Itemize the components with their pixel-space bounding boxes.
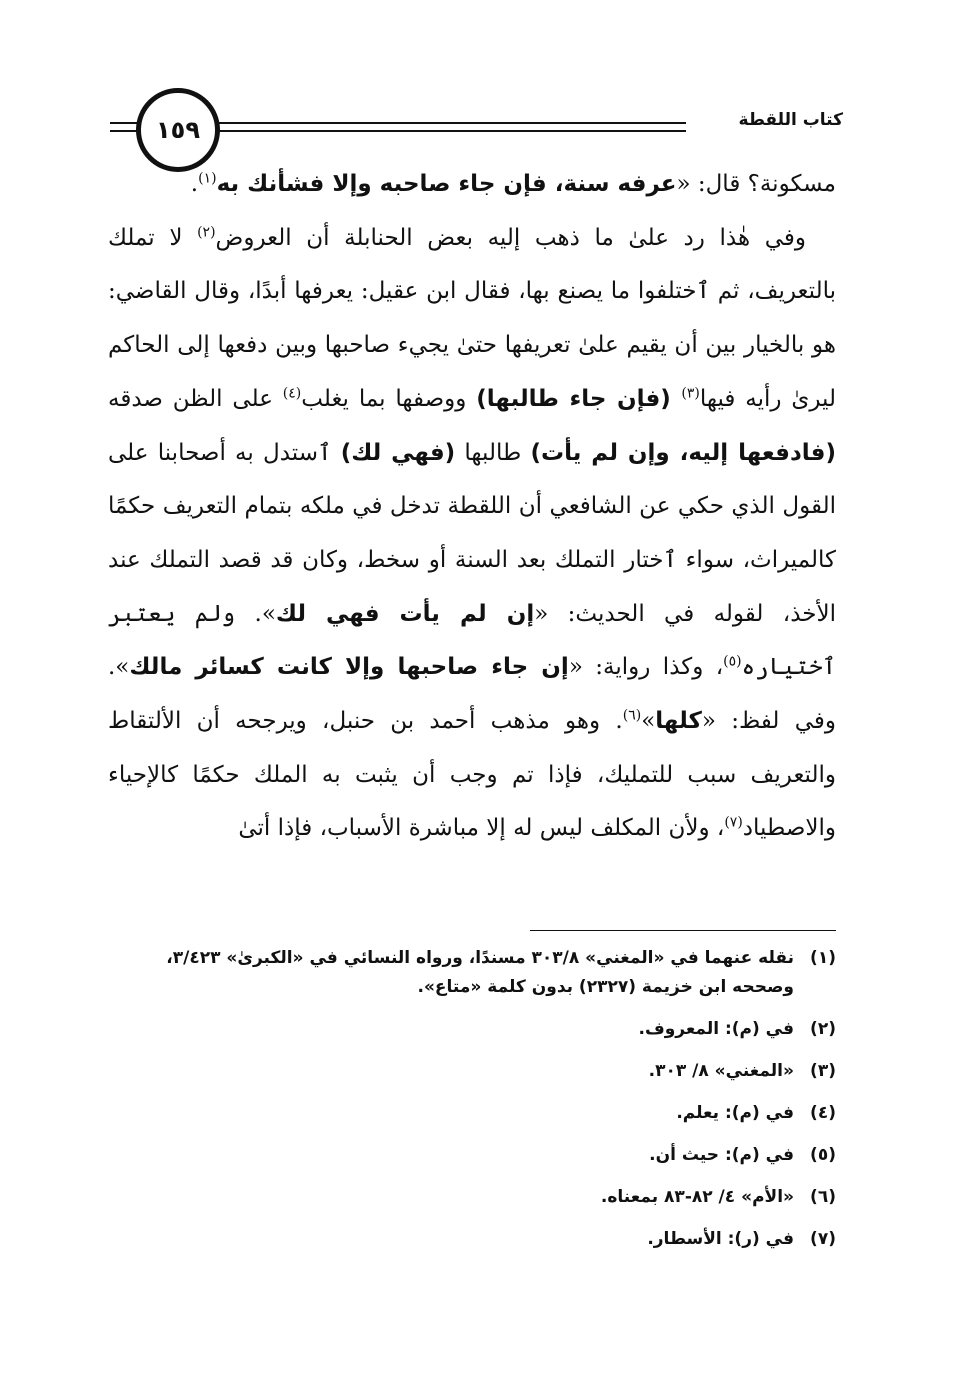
footnote-number: (٢) [810,1019,836,1039]
footnote-text: «الأم» ٤/ ٨٢-٨٣ بمعناه. [600,1187,794,1207]
p1-end: . [190,171,199,197]
running-title: كتاب اللقطة [735,110,847,130]
footnote-number: (٤) [810,1103,836,1123]
main-text [108,158,836,856]
p2-text: ٱستدل به أصحابنا على القول الذي حكي عن الشافعي أن اللقطة تدخل في ملكه بتمام التعريف حكمًا كالميراث، سواء ٱختار التملك بعد السنة أو سخط، وكان قد قصد التملك عند الأخذ، لقوله في الحديث: « [108,439,837,627]
p2-bold: (فهي لك) [340,439,456,466]
footnote [108,1141,836,1170]
footnote [108,944,836,1002]
p2-bold: (فإن جاء طالبها) [476,385,682,412]
footnote-text: في (م): حيث أن. [649,1145,794,1165]
p2-text: وفي هٰذا رد علىٰ ما ذهب إليه بعض الحنابلة أن العروض [215,224,806,251]
p2-text: ووصفها بما يغلب [301,385,477,412]
footnote-number: (٧) [810,1229,836,1249]
footnote-ref-1: (١) [198,170,217,187]
footnote [108,1099,836,1128]
footnote-ref-4: (٤) [282,385,302,402]
footnote-text: في (م): المعروف. [638,1019,794,1039]
p2-bold: كلها [655,708,702,735]
footnote-ref-5: (٥) [723,653,742,670]
footnotes [108,944,836,1267]
p2-bold: (فادفعها إليه، وإن لم يأت) [530,439,836,466]
footnote-ref-7: (٧) [724,814,743,831]
footnote [108,1183,836,1212]
p2-text: ، ولأن المكلف ليس له إلا مباشرة الأسباب، فإذا أتىٰ [238,815,725,842]
p1-text: مسكونة؟ قال: « [676,171,836,197]
footnote-ref-2: (٢) [197,224,216,241]
footnote-text: «المغني» ٨/ ٣٠٣. [648,1061,794,1081]
footnote-text: في (ر): الأسطار. [647,1229,794,1249]
footnote-ref-6: (٦) [622,707,642,724]
paragraph-2 [108,212,836,856]
p2-text: . وهو مذهب أحمد بن حنبل، ويرجحه أن الألتقاط والتعريف سبب للتمليك، فإذا تم وجب أن يثبت به الملك حكمًا كالإحياء والاصطياد [108,708,836,842]
footnote-text: نقله عنهما في «المغني» ٣٠٣/٨ مسندًا، ورواه النسائي في «الكبرىٰ» ٣/٤٢٣، وصححه ابن خزيمة (٢٣٢٧) بدون كلمة «متاع». [166,948,794,997]
footnote-separator [530,930,836,931]
p2-text: ، وكذا رواية: « [568,654,724,681]
p2-text: ». ولم يعتبر ٱختياره [108,600,836,681]
footnote-number: (٦) [810,1187,836,1207]
footnote-number: (٣) [810,1061,836,1081]
paragraph-1 [108,158,836,212]
header-rule-right-top [216,122,686,124]
p2-text: » [641,708,656,735]
header-rule-right-bottom [216,130,686,132]
footnote-number: (١) [810,948,836,968]
p2-text: على الظن صدقه [108,385,283,412]
footnote [108,1015,836,1044]
page-number: ١٥٩ [136,88,220,172]
footnote-ref-3: (٣) [681,385,700,402]
p2-text: لا تملك بالتعريف، ثم ٱختلفوا ما يصنع بها، فقال ابن عقيل: يعرفها أبدًا، وقال القاضي: هو بالخيار بين أن يقيم علىٰ تعريفها حتىٰ يجيء صاحبها وبين دفعها إلى الحاكم ليرىٰ رأيه فيها [108,224,836,412]
footnote-number: (٥) [810,1145,836,1165]
p1-bold: عرفه سنة، فإن جاء صاحبه وإلا فشأنك به [216,171,677,197]
p2-bold: إن جاء صاحبها وإلا كانت كسائر مالك [129,654,569,681]
footnote-text: في (م): يعلم. [676,1103,794,1123]
footnote [108,1057,836,1086]
footnote [108,1225,836,1254]
p2-text: ». وفي لفظ: « [108,654,836,735]
p2-text: طالبها [455,439,531,466]
p2-bold: إن لم يأت فهي لك [275,600,535,627]
